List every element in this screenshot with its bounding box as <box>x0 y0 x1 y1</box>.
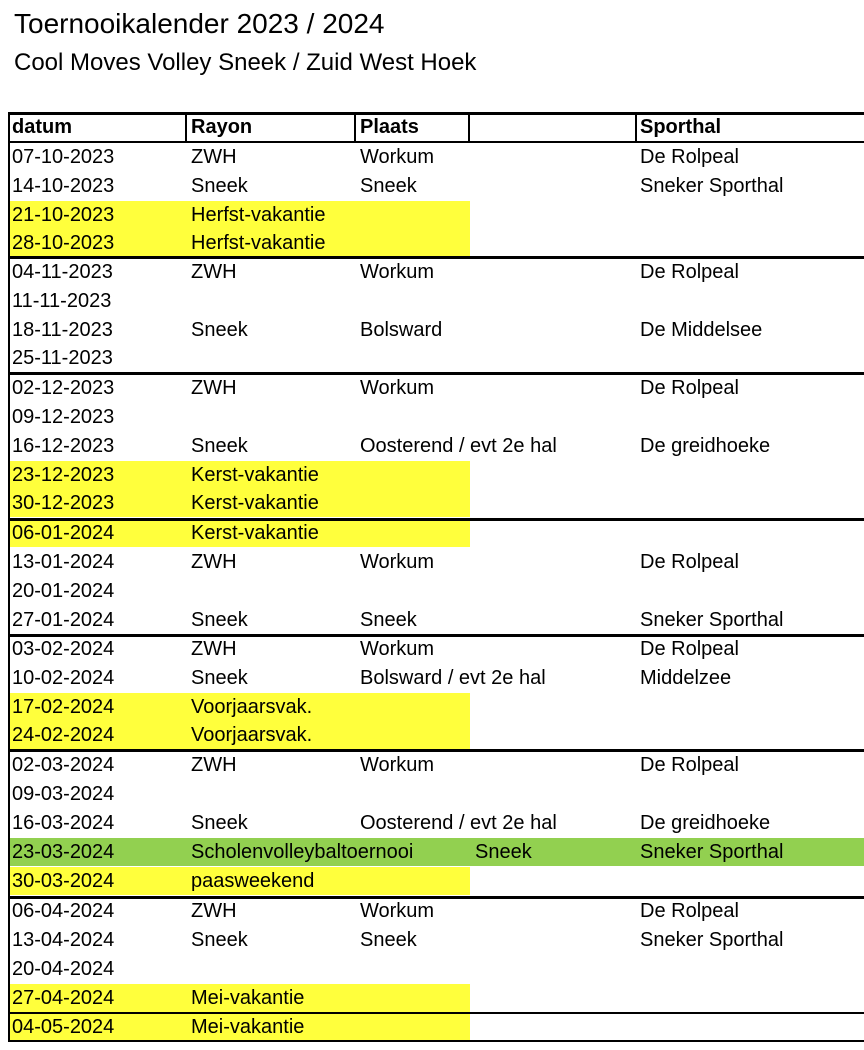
cell-datum: 21-10-2023 <box>12 203 115 226</box>
cell-datum: 30-03-2024 <box>12 869 115 892</box>
cell-sporthal: Sneker Sporthal <box>640 840 784 863</box>
cell-rayon: Kerst-vakantie <box>191 491 319 514</box>
header-divider <box>635 112 637 142</box>
cell-rayon: Voorjaarsvak. <box>191 695 313 718</box>
row-divider <box>8 1012 864 1014</box>
table-row <box>8 926 864 954</box>
cell-datum: 09-12-2023 <box>12 405 115 428</box>
cell-datum: 28-10-2023 <box>12 231 115 254</box>
row-divider <box>8 1040 470 1042</box>
cell-rayon: ZWH <box>191 753 237 776</box>
table-row <box>8 344 864 372</box>
cell-rayon: Sneek <box>191 434 248 457</box>
cell-plaats: Workum <box>360 637 435 660</box>
cell-sporthal: De Rolpeal <box>640 145 739 168</box>
cell-rayon: Herfst-vakantie <box>191 231 326 254</box>
table-row <box>8 201 864 229</box>
cell-datum: 06-04-2024 <box>12 899 115 922</box>
cell-datum: 16-12-2023 <box>12 434 115 457</box>
table-row <box>8 287 864 315</box>
table-row <box>8 489 864 517</box>
cell-plaats: Sneek <box>360 174 417 197</box>
month-divider <box>8 372 864 375</box>
cell-sporthal: De Rolpeal <box>640 753 739 776</box>
table-header <box>8 114 864 140</box>
table-row <box>8 316 864 344</box>
header-underline <box>8 141 864 143</box>
month-divider <box>8 749 864 752</box>
cell-datum: 04-11-2023 <box>12 260 113 283</box>
cell-rayon: ZWH <box>191 550 237 573</box>
header-divider <box>185 112 187 142</box>
table-row <box>8 548 864 576</box>
cell-plaats: Oosterend / evt 2e hal <box>360 811 557 834</box>
page-subtitle: Cool Moves Volley Sneek / Zuid West Hoek <box>14 49 477 76</box>
cell-sporthal: Sneker Sporthal <box>640 928 784 951</box>
cell-datum: 13-04-2024 <box>12 928 115 951</box>
table-row <box>8 780 864 808</box>
cell-plaats: Sneek <box>360 608 417 631</box>
calendar-table <box>8 112 864 1043</box>
cell-rayon: Sneek <box>191 928 248 951</box>
table-row <box>8 143 864 171</box>
table-row <box>8 432 864 460</box>
cell-plaats: Workum <box>360 260 435 283</box>
cell-datum: 20-04-2024 <box>12 957 115 980</box>
table-row <box>8 693 864 721</box>
cell-datum: 23-12-2023 <box>12 463 115 486</box>
cell-plaats: Oosterend / evt 2e hal <box>360 434 557 457</box>
cell-datum: 16-03-2024 <box>12 811 115 834</box>
cell-datum: 30-12-2023 <box>12 491 115 514</box>
table-row <box>8 664 864 692</box>
cell-datum: 09-03-2024 <box>12 782 115 805</box>
cell-datum: 18-11-2023 <box>12 318 113 341</box>
cell-datum: 02-12-2023 <box>12 376 115 399</box>
cell-rayon: ZWH <box>191 637 237 660</box>
cell-sporthal: De greidhoeke <box>640 434 771 457</box>
cell-rayon: ZWH <box>191 260 237 283</box>
column-header-sporthal: Sporthal <box>640 115 722 138</box>
column-header-rayon: Rayon <box>191 115 253 138</box>
table-border-top <box>8 112 864 115</box>
cell-datum: 03-02-2024 <box>12 637 115 660</box>
table-row <box>8 809 864 837</box>
month-divider <box>8 518 864 521</box>
cell-datum: 13-01-2024 <box>12 550 115 573</box>
table-row <box>8 258 864 286</box>
cell-sporthal: Sneker Sporthal <box>640 174 784 197</box>
cell-plaats: Workum <box>360 753 435 776</box>
cell-datum: 10-02-2024 <box>12 666 115 689</box>
cell-sporthal: De greidhoeke <box>640 811 771 834</box>
page-title: Toernooikalender 2023 / 2024 <box>14 8 385 39</box>
table-row <box>8 1013 864 1041</box>
cell-rayon: ZWH <box>191 145 237 168</box>
cell-datum: 02-03-2024 <box>12 753 115 776</box>
cell-rayon: Kerst-vakantie <box>191 463 319 486</box>
table-row <box>8 721 864 749</box>
table-row <box>8 229 864 257</box>
cell-sporthal: De Middelsee <box>640 318 763 341</box>
cell-plaats: Workum <box>360 376 435 399</box>
cell-rayon: Sneek <box>191 318 248 341</box>
cell-datum: 04-05-2024 <box>12 1015 115 1038</box>
cell-rayon: Voorjaarsvak. <box>191 723 313 746</box>
table-row <box>8 577 864 605</box>
cell-sporthal: De Rolpeal <box>640 550 739 573</box>
header-divider <box>468 112 470 142</box>
cell-sporthal: De Rolpeal <box>640 376 739 399</box>
cell-rayon: Mei-vakantie <box>191 1015 305 1038</box>
cell-rayon: ZWH <box>191 376 237 399</box>
cell-sporthal: De Rolpeal <box>640 899 739 922</box>
month-divider <box>8 256 864 259</box>
cell-rayon: Kerst-vakantie <box>191 521 319 544</box>
header-divider <box>354 112 356 142</box>
cell-datum: 11-11-2023 <box>12 289 112 312</box>
cell-sporthal: De Rolpeal <box>640 260 739 283</box>
cell-plaats: Sneek <box>360 928 417 951</box>
table-row <box>8 172 864 200</box>
table-row <box>8 838 864 866</box>
cell-plaats: Bolsward <box>360 318 443 341</box>
table-row <box>8 955 864 983</box>
cell-datum: 25-11-2023 <box>12 346 113 369</box>
cell-plaats: Workum <box>360 550 435 573</box>
cell-rayon: Scholenvolleybaltoernooi <box>191 840 414 863</box>
column-header-plaats: Plaats <box>360 115 419 138</box>
cell-datum: 14-10-2023 <box>12 174 115 197</box>
cell-plaats: Bolsward / evt 2e hal <box>360 666 546 689</box>
table-row <box>8 403 864 431</box>
cell-datum: 27-04-2024 <box>12 986 115 1009</box>
cell-plaats: Workum <box>360 145 435 168</box>
table-row <box>8 606 864 634</box>
cell-sporthal: Middelzee <box>640 666 732 689</box>
cell-rayon: paasweekend <box>191 869 315 892</box>
cell-rayon: Sneek <box>191 666 248 689</box>
column-header-datum: datum <box>12 115 72 138</box>
cell-rayon: Sneek <box>191 608 248 631</box>
cell-rayon: Sneek <box>191 811 248 834</box>
cell-datum: 24-02-2024 <box>12 723 115 746</box>
cell-sporthal: De Rolpeal <box>640 637 739 660</box>
cell-rayon: Mei-vakantie <box>191 986 305 1009</box>
cell-datum: 27-01-2024 <box>12 608 115 631</box>
cell-datum: 17-02-2024 <box>12 695 115 718</box>
table-row <box>8 751 864 779</box>
cell-rayon: Sneek <box>191 174 248 197</box>
table-row <box>8 635 864 663</box>
cell-plaats: Workum <box>360 899 435 922</box>
table-border-left <box>8 112 10 1042</box>
table-row <box>8 374 864 402</box>
cell-rayon: Herfst-vakantie <box>191 203 326 226</box>
cell-datum: 20-01-2024 <box>12 579 115 602</box>
cell-datum: 06-01-2024 <box>12 521 115 544</box>
table-row <box>8 519 864 547</box>
cell-datum: 23-03-2024 <box>12 840 115 863</box>
cell-extra: Sneek <box>475 840 532 863</box>
month-divider <box>8 896 864 899</box>
table-row <box>8 984 864 1012</box>
cell-datum: 07-10-2023 <box>12 145 115 168</box>
cell-rayon: ZWH <box>191 899 237 922</box>
cell-sporthal: Sneker Sporthal <box>640 608 784 631</box>
table-row <box>8 897 864 925</box>
table-row <box>8 461 864 489</box>
table-row <box>8 867 864 895</box>
month-divider <box>8 634 864 637</box>
